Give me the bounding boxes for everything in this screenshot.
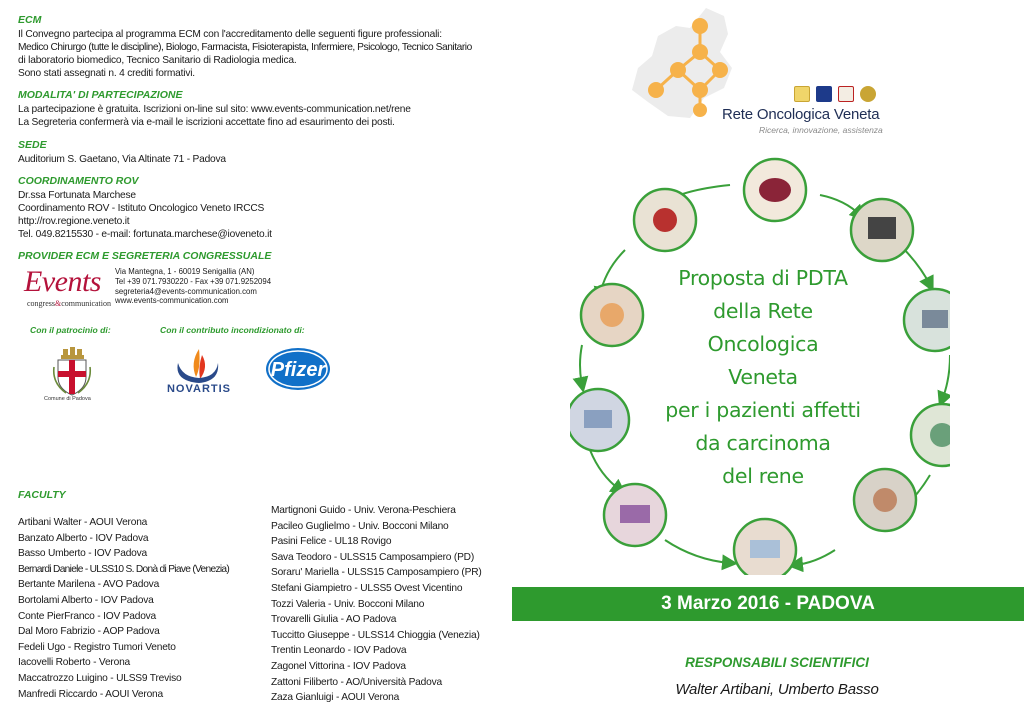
faculty-item: Basso Umberto - IOV Padova [18, 548, 147, 560]
modalita-line: La Segreteria confermerà via e-mail le iscrizioni accettate fino ad esaurimento dei posti. [18, 117, 395, 129]
faculty-item: Trovarelli Giulia - AO Padova [271, 614, 397, 626]
faculty-item: Bernardi Daniele - ULSS10 S. Donà di Piave (Venezia) [18, 563, 230, 575]
pdta-title-line: del rene [722, 464, 804, 488]
ecm-section [18, 14, 512, 80]
coordinamento-title: COORDINAMENTO ROV [18, 174, 139, 187]
faculty-item: Artibani Walter - AOUI Verona [18, 517, 148, 528]
sponsor-row [18, 325, 512, 409]
events-logo-word: Events [24, 265, 101, 299]
pfizer-logo-icon [264, 345, 332, 393]
padova-caption: Comune di Padova [44, 396, 91, 403]
ecm-line: di laboratorio biomedico, Tecnico Sanitario di Radiologia medica. [18, 55, 297, 67]
patrocinio-label: Con il patrocinio di: [30, 325, 111, 336]
padova-crest-icon [52, 347, 92, 399]
crest-icon [816, 86, 832, 102]
rov-name: Rete Oncologica Veneta [722, 106, 880, 123]
coordinamento-line: Tel. 049.8215530 - e-mail: fortunata.marchese@ioveneto.it [18, 228, 272, 240]
ecm-line: Medico Chirurgo (tutte le discipline), Biologo, Farmacista, Fisioterapista, Infermiere, Psicologo, Tecnico Sanitario [18, 42, 472, 54]
rov-tagline: Ricerca, innovazione, assistenza [759, 125, 883, 135]
faculty-item: Pasini Felice - UL18 Rovigo [271, 536, 392, 548]
faculty-item: Conte PierFranco - IOV Padova [18, 610, 157, 622]
faculty-item: Sava Teodoro - ULSS15 Camposampiero (PD) [271, 551, 475, 563]
provider-website: www.events-communication.com [115, 296, 229, 306]
crest-icon [838, 86, 854, 102]
ecm-line: Il Convegno partecipa al programma ECM con l'accreditamento delle seguenti figure professionali: [18, 29, 442, 40]
pdta-title-line: per i pazienti affetti [665, 398, 861, 422]
events-logo [24, 267, 116, 313]
pfizer-wordmark: Pfizer [270, 359, 326, 382]
provider-email: segreteria4@events-communication.com [115, 286, 257, 296]
responsabili-title: RESPONSABILI SCIENTIFICI [685, 655, 869, 670]
pdta-title-line: Veneta [728, 365, 798, 389]
crest-icon [794, 86, 810, 102]
faculty-item: Soraru' Mariella - ULSS15 Camposampiero (PR) [271, 567, 482, 579]
faculty-item: Fedeli Ugo - Registro Tumori Veneto [18, 641, 176, 653]
rov-veneto-map-icon [628, 6, 738, 122]
event-date-banner: 3 Marzo 2016 - PADOVA [512, 587, 1024, 621]
faculty-item: Banzato Alberto - IOV Padova [18, 532, 149, 544]
pdta-title [632, 262, 894, 493]
pdta-title-line: da carcinoma [695, 431, 831, 455]
right-panel [512, 0, 1024, 725]
faculty-column-1 [18, 515, 229, 702]
sede-section [18, 139, 512, 166]
ecm-title: ECM [18, 14, 42, 26]
faculty-column-2 [271, 503, 482, 706]
provider-address: Via Mantegna, 1 - 60019 Senigallia (AN) [115, 267, 255, 277]
responsabili-names: Walter Artibani, Umberto Basso [675, 681, 879, 698]
provider-title: PROVIDER ECM E SEGRETERIA CONGRESSUALE [18, 250, 272, 263]
sede-line: Auditorium S. Gaetano, Via Altinate 71 - Padova [18, 153, 226, 165]
faculty-item: Zattoni Filiberto - AO/Università Padova [271, 676, 442, 688]
coordinamento-line: http://rov.regione.veneto.it [18, 215, 130, 227]
contributo-label: Con il contributo incondizionato di: [160, 325, 305, 336]
coordinamento-line: Coordinamento ROV - Istituto Oncologico Veneto IRCCS [18, 202, 265, 214]
coordinamento-line: Dr.ssa Fortunata Marchese [18, 189, 136, 201]
ecm-line: Sono stati assegnati n. 4 crediti formativi. [18, 68, 195, 80]
faculty-item: Martignoni Guido - Univ. Verona-Peschiera [271, 505, 456, 516]
faculty-item: Zagonel Vittorina - IOV Padova [271, 660, 406, 672]
faculty-item: Dal Moro Fabrizio - AOP Padova [18, 626, 160, 638]
faculty-item: Bertante Marilena - AVO Padova [18, 579, 160, 591]
novartis-wordmark: NOVARTIS [166, 383, 232, 396]
events-logo-sub: congress&communication [27, 299, 111, 309]
pdta-title-line: Proposta di PDTA [678, 266, 848, 290]
faculty-item: Manfredi Riccardo - AOUI Verona [18, 688, 163, 700]
faculty-item: Tozzi Valeria - Univ. Bocconi Milano [271, 598, 425, 610]
faculty-title: FACULTY [18, 489, 66, 501]
provider-row [18, 267, 512, 315]
modalita-section [18, 89, 512, 129]
coordinamento-section [18, 175, 512, 241]
faculty-item: Tuccitto Giuseppe - ULSS14 Chioggia (Venezia) [271, 629, 480, 641]
pdta-title-line: della Rete [713, 299, 813, 323]
faculty-item: Bortolami Alberto - IOV Padova [18, 594, 154, 606]
faculty-item: Pacileo Guglielmo - Univ. Bocconi Milano [271, 520, 449, 532]
sede-title: SEDE [18, 138, 47, 151]
modalita-title: MODALITA' DI PARTECIPAZIONE [18, 89, 183, 102]
faculty-item: Zaza Gianluigi - AOUI Verona [271, 692, 400, 704]
pdta-title-line: Oncologica [707, 332, 819, 356]
faculty-item: Iacovelli Roberto - Verona [18, 657, 131, 669]
faculty-item: Maccatrozzo Luigino - ULSS9 Treviso [18, 672, 182, 684]
modalita-line: La partecipazione è gratuita. Iscrizioni on-line sul sito: www.events-communication.net/rene [18, 104, 411, 116]
crest-icon [860, 86, 876, 102]
provider-phone: Tel +39 071.7930220 - Fax +39 071.9252094 [115, 276, 272, 286]
faculty-item: Trentin Leonardo - IOV Padova [271, 645, 407, 657]
faculty-item: Stefani Giampietro - ULSS5 Ovest Vicentino [271, 582, 463, 594]
provider-contacts [115, 267, 271, 306]
provider-section [18, 250, 512, 315]
